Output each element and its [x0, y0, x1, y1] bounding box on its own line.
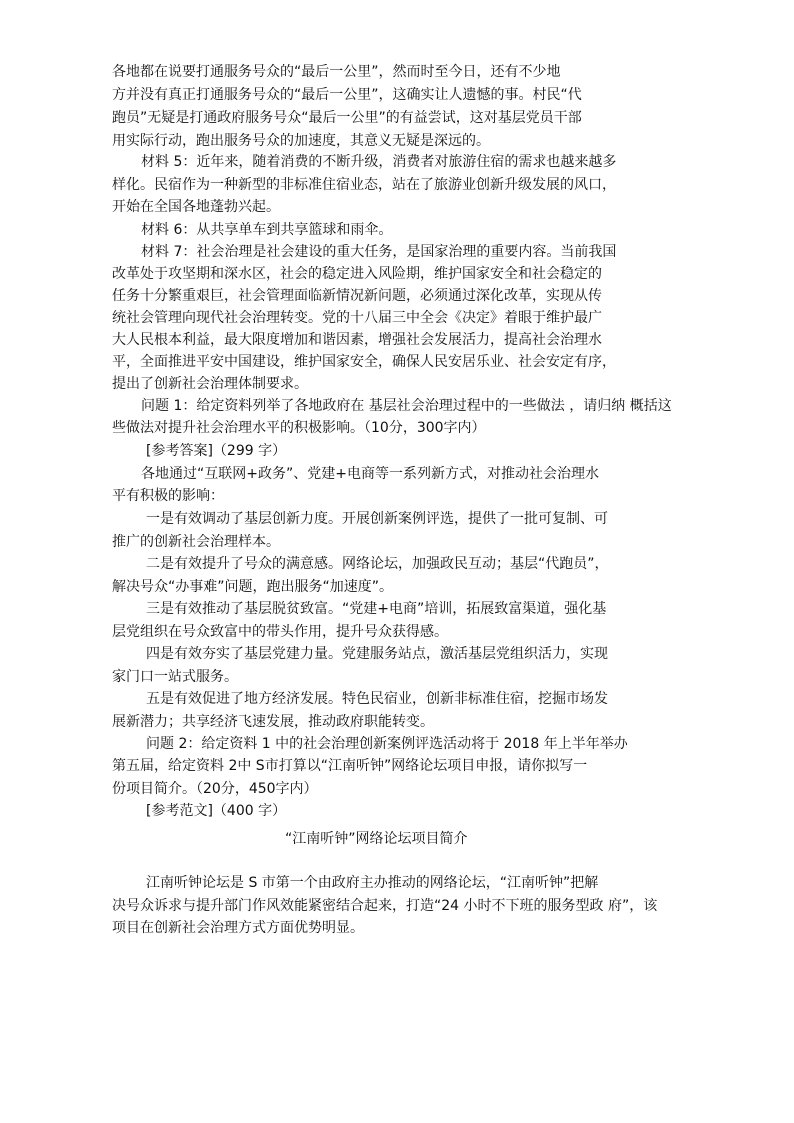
section-title: “江南听钟”网络论坛项目简介: [285, 831, 468, 847]
text-line: 大人民根本利益，最大限度增加和谐因素，增强社会发展活力，提高社会治理水: [112, 332, 602, 348]
text-line: 平有积极的影响：: [112, 488, 224, 504]
text-line: 问题 1：给定资料列举了各地政府在 基层社会治理过程中的一些做法 ，请归纳 概括这: [141, 398, 672, 414]
text-line: 任务十分繁重艰巨，社会管理面临新情况新问题，必须通过深化改革，实现从传: [112, 288, 602, 304]
text-line: 材料 5：近年来，随着消费的不断升级，消费者对旅游住宿的需求也越来越多: [141, 154, 617, 170]
text-line: 用实际行动，跑出服务号众的加速度，其意义无疑是深远的。: [112, 133, 490, 149]
text-line: 各地通过“互联网+政务”、党建+电商等一系列新方式，对推动社会治理水: [141, 466, 599, 482]
text-line: 二是有效提升了号众的满意感。网络论坛，加强政民互动；基层“代跑员”，: [146, 556, 609, 572]
text-line: 五是有效促进了地方经济发展。特色民宿业，创新非标准住宿，挖掘市场发: [146, 691, 608, 707]
text-line: 平，全面推进平安中国建设，维护国家安全，确保人民安居乐业、社会安定有序，: [112, 354, 616, 370]
text-line: 方并没有真正打通服务号众的“最后一公里”，这确实让人遗憾的事。村民“代: [112, 87, 582, 103]
text-line: 各地都在说要打通服务号众的“最后一公里”，然而时至今日，还有不少地: [112, 64, 561, 80]
text-line: 问题 2：给定资料 1 中的社会治理创新案例评选活动将于 2018 年上半年举办: [146, 736, 628, 752]
text-line: 提出了创新社会治理体制要求。: [112, 376, 308, 392]
text-line: 材料 6：从共享单车到共享篮球和雨伞。: [141, 222, 393, 238]
text-line: [参考范文]（400 字）: [146, 803, 287, 819]
text-line: 样化。民宿作为一种新型的非标准住宿业态，站在了旅游业创新升级发展的风口，: [112, 177, 616, 193]
text-line: 解决号众“办事难”问题，跑出服务“加速度”。: [112, 579, 394, 595]
text-line: 材料 7：社会治理是社会建设的重大任务，是国家治理的重要内容。当前我国: [141, 244, 617, 260]
text-line: 三是有效推动了基层脱贫致富。“党建+电商”培训，拓展致富渠道，强化基: [146, 601, 607, 617]
text-line: 开始在全国各地蓬勃兴起。: [112, 199, 280, 215]
text-line: 统社会管理向现代社会治理转变。党的十八届三中全会《决定》着眼于维护最广: [112, 310, 602, 326]
text-line: 跑员”无疑是打通政府服务号众“最后一公里”的有益尝试，这对基层党员干部: [112, 110, 582, 126]
text-line: 第五届，给定资料 2中 S市打算以“江南听钟”网络论坛项目申报，请你拟写一: [112, 758, 588, 774]
text-line: 些做法对提升社会治理水平的积极影响。（10分，300字内）: [112, 420, 486, 436]
text-line: 一是有效调动了基层创新力度。开展创新案例评选，提供了一批可复制、可: [146, 511, 608, 527]
text-line: 改革处于攻坚期和深水区，社会的稳定进入风险期，维护国家安全和社会稳定的: [112, 266, 602, 282]
text-line: 四是有效夯实了基层党建力量。党建服务站点，激活基层党组织活力，实现: [146, 646, 608, 662]
text-line: 决号众诉求与提升部门作风效能紧密结合起来，打造“24 小时不下班的服务型政 府”，该: [112, 898, 658, 914]
text-line: [参考答案]（299 字）: [146, 443, 287, 459]
text-line: 项目在创新社会治理方式方面优势明显。: [112, 920, 364, 936]
text-line: 江南听钟论坛是 S 市第一个由政府主办推动的网络论坛，“江南听钟”把解: [146, 875, 599, 891]
text-line: 家门口一站式服务。: [112, 669, 238, 685]
text-line: 份项目简介。（20分，450字内）: [112, 781, 318, 797]
text-line: 展新潜力；共享经济飞速发展，推动政府职能转变。: [112, 714, 434, 730]
text-line: 推广的创新社会治理样本。: [112, 534, 280, 550]
text-line: 层党组织在号众致富中的带头作用，提升号众获得感。: [112, 624, 448, 640]
